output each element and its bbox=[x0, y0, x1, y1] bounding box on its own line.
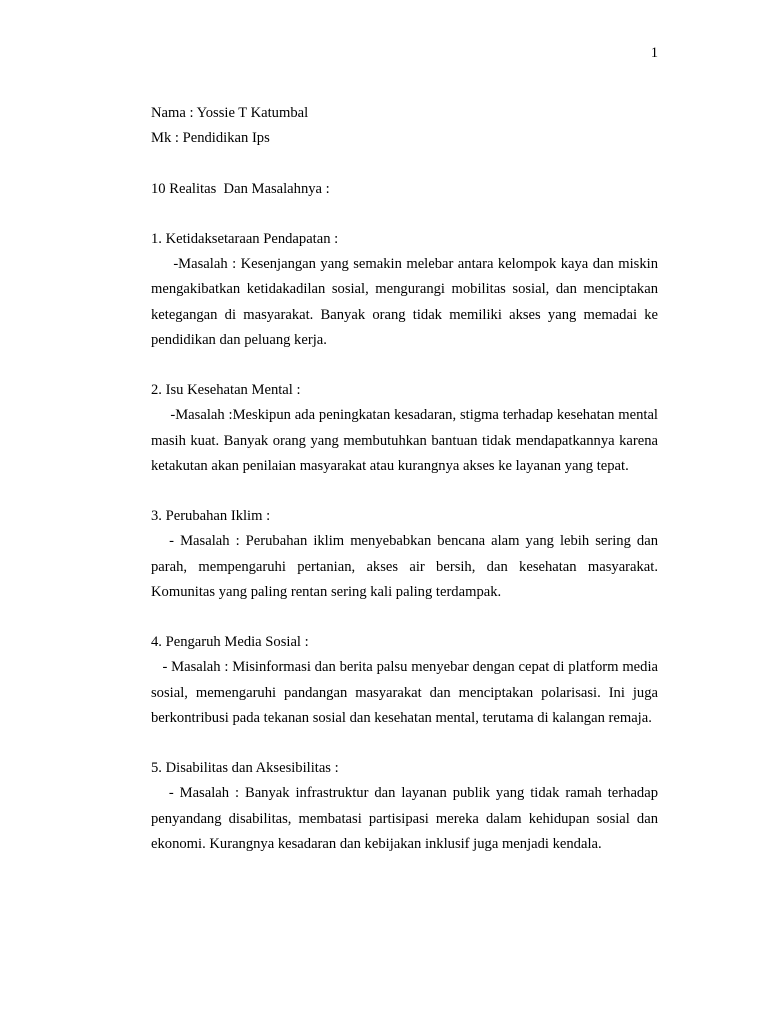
section-heading: 3. Perubahan Iklim : bbox=[151, 508, 271, 525]
section-4 bbox=[151, 630, 662, 731]
section-heading: 5. Disabilitas dan Aksesibilitas : bbox=[151, 760, 339, 777]
section-body: -Masalah :Meskipun ada peningkatan kesadaran, stigma terhadap kesehatan mental masih kuat. Banyak orang yang membutuhkan bantuan tidak mendapatkannya karena ketakutan akan penilaian masyarakat atau kurangnya akses ke layanan yang tepat. bbox=[151, 407, 662, 474]
spacer bbox=[151, 151, 658, 176]
section-heading: 4. Pengaruh Media Sosial : bbox=[151, 634, 309, 651]
section-5 bbox=[151, 756, 662, 857]
section-body: -Masalah : Kesenjangan yang semakin melebar antara kelompok kaya dan miskin mengakibatkan ketidakadilan sosial, mengurangi mobilitas sosial, dan menciptakan ketegangan di masyarakat. Banyak orang tidak memiliki akses yang memadai ke pendidikan dan peluang kerja. bbox=[151, 256, 662, 348]
spacer bbox=[151, 731, 658, 756]
section-heading: 1. Ketidaksetaraan Pendapatan : bbox=[151, 230, 339, 247]
section-body: - Masalah : Misinformasi dan berita palsu menyebar dengan cepat di platform media sosial, memengaruhi pandangan masyarakat dan menciptakan polarisasi. Ini juga berkontribusi pada tekanan sosial dan kesehatan mental, terutama di kalangan remaja. bbox=[151, 659, 662, 726]
spacer bbox=[151, 202, 658, 227]
section-2 bbox=[151, 378, 662, 479]
section-1 bbox=[151, 227, 662, 353]
section-heading: 2. Isu Kesehatan Mental : bbox=[151, 382, 301, 399]
spacer bbox=[151, 479, 658, 504]
course-line: Mk : Pendidikan Ips bbox=[151, 130, 270, 147]
page-number: 1 bbox=[650, 45, 658, 61]
document-title: 10 Realitas Dan Masalahnya : bbox=[151, 180, 330, 197]
section-body: - Masalah : Perubahan iklim menyebabkan bencana alam yang lebih sering dan parah, mempengaruhi pertanian, akses air bersih, dan kesehatan masyarakat. Komunitas yang paling rentan sering kali paling terdampak. bbox=[151, 533, 662, 600]
spacer bbox=[151, 605, 658, 630]
name-line: Nama : Yossie T Katumbal bbox=[151, 105, 309, 121]
spacer bbox=[151, 353, 658, 378]
section-3 bbox=[151, 504, 662, 605]
section-body: - Masalah : Banyak infrastruktur dan layanan publik yang tidak ramah terhadap penyandang disabilitas, membatasi partisipasi mereka dalam kehidupan sosial dan ekonomi. Kurangnya kesadaran dan kebijakan inklusif juga menjadi kendala. bbox=[151, 785, 662, 852]
document-content bbox=[151, 101, 662, 857]
